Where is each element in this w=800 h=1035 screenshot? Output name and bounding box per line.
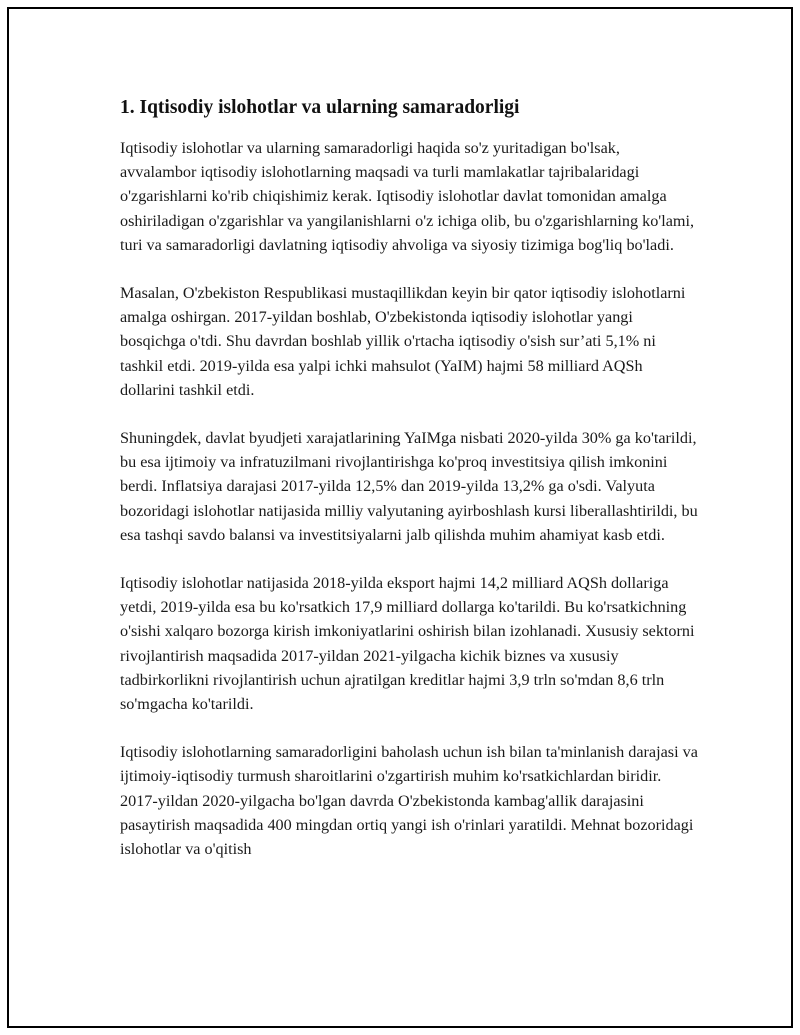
paragraph-1: Iqtisodiy islohotlar va ularning samaradorligi haqida so'z yuritadigan bo'lsak, avvalambor iqtisodiy islohotlarning maqsadi va turli mamlakatlar tajribalaridagi o'zgarishlarni ko'rib chiqishimiz kerak. Iqtisodiy islohotlar davlat tomonidan amalga oshiriladigan o'zgarishlar va yangilanishlarni o'z ichiga olib, bu o'zgarishlarning ko'lami, turi va samaradorligi davlatning iqtisodiy ahvoliga va siyosiy tizimiga bog'liq bo'ladi.	[120, 139, 695, 254]
document-body	[120, 95, 700, 885]
paragraph-4: Iqtisodiy islohotlar natijasida 2018-yilda eksport hajmi 14,2 milliard AQSh dollariga yetdi, 2019-yilda esa bu ko'rsatkich 17,9 milliard dollarga ko'tarildi. Bu ko'rsatkichning o'sishi xalqaro bozorga kirish imkoniyatlarini oshirish bilan izohlanadi. Xususiy sektorni rivojlantirish maqsadida 2017-yildan 2021-yilgacha kichik biznes va xususiy tadbirkorlikni rivojlantirish uchun ajratilgan kreditlar hajmi 3,9 trln so'mdan 8,6 trln so'mgacha ko'tarildi.	[120, 574, 695, 714]
paragraph-3: Shuningdek, davlat byudjeti xarajatlarining YaIMga nisbati 2020-yilda 30% ga ko'tarildi, bu esa ijtimoiy va infratuzilmani rivojlantirishga ko'proq investitsiya qilish imkonini berdi. Inflatsiya darajasi 2017-yilda 12,5% dan 2019-yilda 13,2% ga o'sdi. Valyuta bozoridagi islohotlar natijasida milliy valyutaning ayirboshlash kursi liberallashtirildi, bu esa tashqi savdo balansi va investitsiyalarni jalb qilishda muhim ahamiyat kasb etdi.	[120, 429, 698, 544]
paragraph-5: Iqtisodiy islohotlarning samaradorligini baholash uchun ish bilan ta'minlanish darajasi va ijtimoiy-iqtisodiy turmush sharoitlarini o'zgartirish muhim ko'rsatkichlardan biridir. 2017-yildan 2020-yilgacha bo'lgan davrda O'zbekistonda kambag'allik darajasini pasaytirish maqsadida 400 mingdan ortiq yangi ish o'rinlari yaratildi. Mehnat bozoridagi islohotlar va o'qitish	[120, 743, 698, 859]
document-title: 1. Iqtisodiy islohotlar va ularning samaradorligi	[120, 97, 520, 118]
document-page	[7, 7, 793, 1028]
paragraph-2: Masalan, O'zbekiston Respublikasi mustaqillikdan keyin bir qator iqtisodiy islohotlarni amalga oshirgan. 2017-yildan boshlab, O'zbekistonda iqtisodiy islohotlar yangi bosqichga o'tdi. Shu davrdan boshlab yillik o'rtacha iqtisodiy o'sish sur’ati 5,1% ni tashkil etdi. 2019-yilda esa yalpi ichki mahsulot (YaIM) hajmi 58 milliard AQSh dollarini tashkil etdi.	[120, 284, 686, 399]
